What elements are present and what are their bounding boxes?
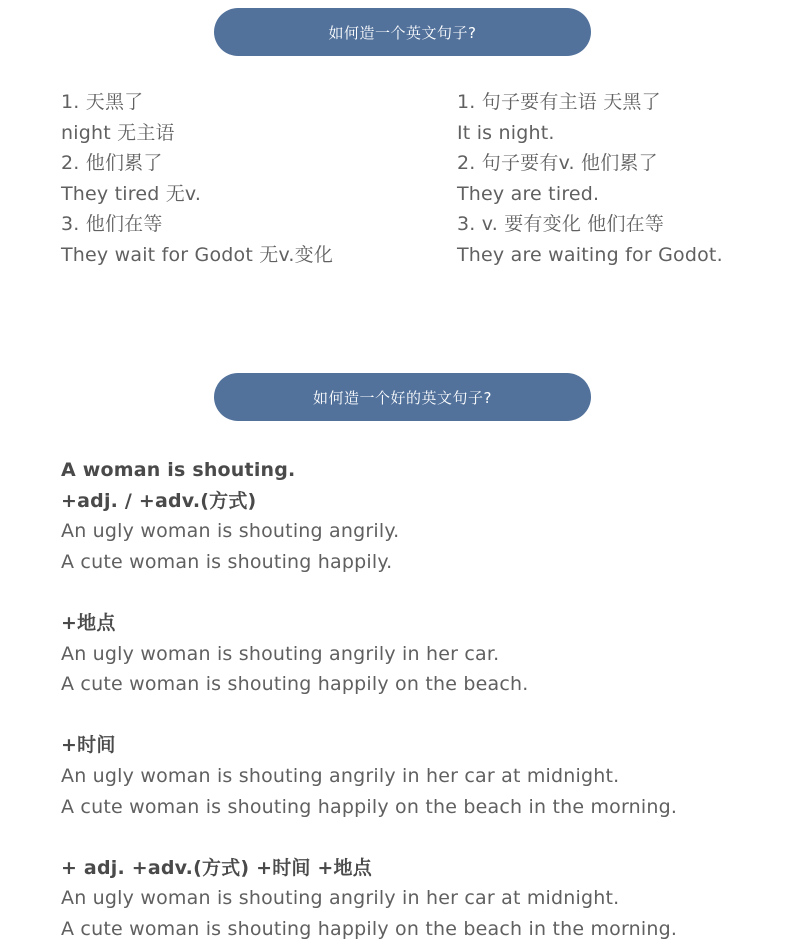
- base-sentence: A woman is shouting.: [61, 459, 296, 481]
- example-sentence: A cute woman is shouting happily on the beach in the morning.: [61, 917, 678, 940]
- group-title-place: +地点: [61, 611, 116, 634]
- group-title-adj-adv: +adj. / +adv.(方式): [61, 489, 257, 512]
- example-line: 2. 句子要有v. 他们累了: [457, 152, 658, 175]
- example-line: 1. 天黑了: [61, 91, 144, 113]
- group-title-all: + adj. +adv.(方式) +时间 +地点: [61, 856, 372, 879]
- example-line: night 无主语: [61, 121, 175, 144]
- spacer: [61, 822, 677, 853]
- example-line: 2. 他们累了: [61, 152, 163, 175]
- spacer: [61, 700, 677, 731]
- example-line: 3. 他们在等: [61, 213, 163, 236]
- example-sentence: A cute woman is shouting happily on the beach.: [61, 673, 529, 696]
- section-header-how-to-make-good-sentence: [214, 373, 591, 421]
- example-line: They tired 无v.: [61, 182, 202, 205]
- example-line: It is night.: [457, 121, 555, 144]
- correct-examples-column: [457, 87, 723, 271]
- example-line: They are tired.: [457, 182, 600, 205]
- example-sentence: An ugly woman is shouting angrily in her car.: [61, 642, 500, 665]
- example-sentence: A cute woman is shouting happily on the beach in the morning.: [61, 795, 678, 818]
- section-header-how-to-make-sentence: [214, 8, 591, 56]
- example-line: 3. v. 要有变化 他们在等: [457, 213, 665, 236]
- example-sentence: An ugly woman is shouting angrily in her car at midnight.: [61, 764, 620, 787]
- example-line: They wait for Godot 无v.变化: [61, 243, 334, 266]
- good-sentence-examples: [61, 455, 677, 945]
- example-line: They are waiting for Godot.: [457, 243, 723, 266]
- group-title-time: +时间: [61, 734, 116, 757]
- section-header-text: 如何造一个好的英文句子?: [313, 388, 492, 407]
- example-line: 1. 句子要有主语 天黑了: [457, 91, 661, 113]
- wrong-examples-column: [61, 87, 333, 271]
- example-sentence: A cute woman is shouting happily.: [61, 550, 393, 573]
- section-header-text: 如何造一个英文句子?: [328, 23, 477, 42]
- example-sentence: An ugly woman is shouting angrily in her car at midnight.: [61, 887, 620, 910]
- spacer: [61, 577, 677, 608]
- example-sentence: An ugly woman is shouting angrily.: [61, 520, 400, 543]
